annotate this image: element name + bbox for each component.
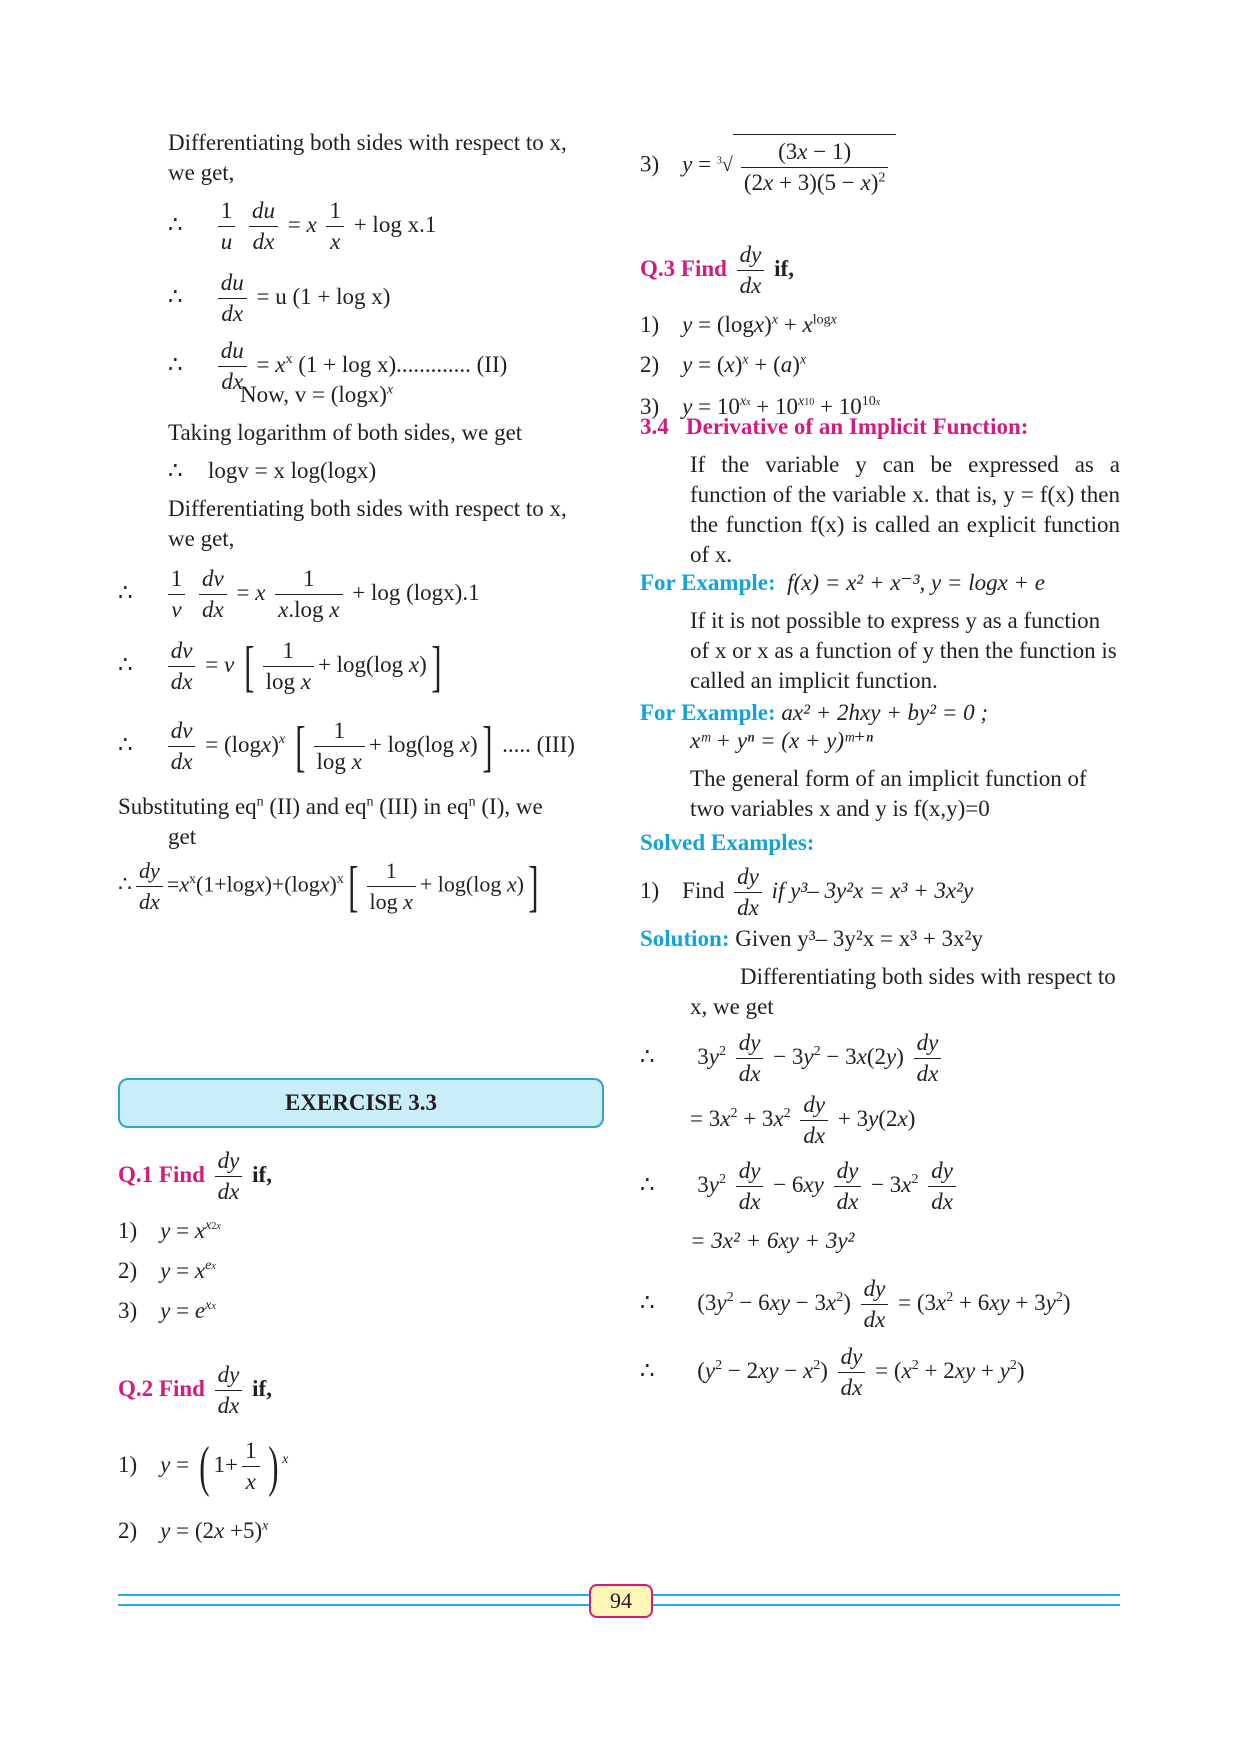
example-text: f(x) = x² + x⁻³, y = logx + e xyxy=(787,570,1046,595)
q1-heading: Q.1 Find $\frac{dy}{dx}$ if, xyxy=(118,1148,272,1204)
equation-text: = u (1 + log x) xyxy=(256,283,391,309)
exercise-title: EXERCISE 3.3 xyxy=(284,1090,438,1115)
text-span: (III) in eq xyxy=(379,794,469,819)
text-line: Differentiating both sides with respect to x, xyxy=(168,130,567,155)
q3-item-1: 1) $y = (\log x)^x + x^{logx}$ xyxy=(640,312,837,337)
solution-step-1: ∴ $3y^2$ $\frac{dy}{dx}$ − $3y^2 - 3x(2y)$ $\frac{dy}{dx}$ xyxy=(640,1028,945,1089)
q1-item-2: 2) $y = x^{ex}$ xyxy=(118,1258,216,1283)
section-number: 3.4 xyxy=(640,414,669,439)
solved-examples-heading: Solved Examples: xyxy=(640,830,815,855)
example-text: ax² + 2hxy + by² = 0 ; xyxy=(781,700,989,725)
question-label: Q.3 xyxy=(640,255,676,281)
equation-du-2: ∴ $\frac{du}{dx}$ = u (1 + log x) xyxy=(168,270,391,326)
solution-line xyxy=(640,924,983,954)
find-label: Find xyxy=(680,255,727,281)
text-line: Substituting $eq^n$ (II) and $eq^n$ (III) in $eq^n$ (I), we xyxy=(118,794,543,819)
solution-step-4: ∴ $(y^2 - 2xy - x^2)$ $\frac{dy}{dx}$ = $(x^2 + 2xy + y^2)$ xyxy=(640,1344,1025,1400)
text-line: we get, xyxy=(168,160,235,185)
solution-step-3: ∴ $(3y^2 - 6xy - 3x^2)$ $\frac{dy}{dx}$ = $(3x^2 + 6xy + 3y^2)$ xyxy=(640,1276,1071,1332)
equation-dv-3: ∴ $\frac{dv}{dx}$ = $(\log x)^x$ [ $\frac{1}{\text{log x}}$ + log(log x)] ..... (III) xyxy=(118,715,575,778)
q2-item-3: 3) y = $^3$√ $\frac{(3x - 1)}{(2x + 3)(5 - x)^2}$ xyxy=(640,134,896,198)
q2-item-2: 2) $y = (2x +5)^x$ xyxy=(118,1518,269,1543)
example-2 xyxy=(640,698,988,728)
q3-item-3: 3) $y = 10^{xx} + 10^{x10} + 10^{10x}$ xyxy=(640,394,881,419)
if-label: if, xyxy=(252,1375,272,1401)
exercise-banner xyxy=(118,1078,604,1128)
q3-item-2: 2) $y = (x)^x + (a)^x$ xyxy=(640,352,807,377)
section-3-4 xyxy=(640,412,1028,442)
page-number: 94 xyxy=(589,1584,653,1618)
text-line: Differentiating both sides with respect to x, xyxy=(168,496,567,521)
solution-text: Given y³– 3y²x = x³ + 3x²y xyxy=(735,926,983,951)
equation-tag: ..... (III) xyxy=(502,731,575,757)
now-v-line: Now, $v = (\log x)^x$ xyxy=(240,382,394,407)
equation-du-3: ∴ $\frac{du}{dx}$ = $x^x$ (1 + log x)............. (II) xyxy=(168,338,508,394)
text-line: get xyxy=(168,824,197,849)
solution-step-2: ∴ $3y^2$ $\frac{dy}{dx}$ − 6xy $\frac{dy}{dx}$ − $3x^2$ $\frac{dy}{dx}$ xyxy=(640,1156,960,1217)
equation-text: + log x.1 xyxy=(353,211,437,237)
paragraph-differentiating-2 xyxy=(168,494,608,554)
equation-text: = 3x² + 6xy + 3y² xyxy=(690,1228,855,1253)
text-span: (II) and eq xyxy=(269,794,367,819)
text-span: (I), we xyxy=(481,794,543,819)
paragraph-differentiating xyxy=(168,128,608,188)
substituting-paragraph xyxy=(118,792,608,852)
question-label: Q.2 xyxy=(118,1375,154,1401)
example-label: For Example: xyxy=(640,570,776,595)
question-label: Q.1 xyxy=(118,1161,154,1187)
q1-item-3: 3) $y = e^{xx}$ xyxy=(118,1298,216,1323)
logv-line: ∴ logv = x log(logx) xyxy=(168,458,377,483)
find-text: Find xyxy=(682,877,725,903)
solved-example-1: 1) Find $\frac{dy}{dx}$ if y³– 3y²x = x³ + 3x²y xyxy=(640,864,974,920)
q2-item-1: 1) y = ( 1+ $\frac{1}{x}$ ) $^x$ xyxy=(118,1435,289,1498)
example-1 xyxy=(640,568,1045,598)
implicit-paragraph: If it is not possible to express y as a function of x or x as a function of y then the function is called an implicit function. xyxy=(690,608,1117,693)
find-label: Find xyxy=(158,1161,205,1187)
if-label: if, xyxy=(252,1161,272,1187)
q3-heading: Q.3 Find $\frac{dy}{dx}$ if, xyxy=(640,242,794,298)
taking-log-line: Taking logarithm of both sides, we get xyxy=(168,420,523,445)
equation-text: if y³– 3y²x = x³ + 3x²y xyxy=(771,877,974,903)
text-line: we get, xyxy=(168,526,235,551)
equation-final-dy: ∴ $\frac{dy}{dx}$ $=x^x(1+\log x)+(\log x)^x$[ $\frac{1}{\text{log x}}$ + log(log x)] xyxy=(118,855,539,918)
find-label: Find xyxy=(158,1375,205,1401)
text-span: Substituting eq xyxy=(118,794,257,819)
equation-dv-1: ∴ $\frac{1}{v}$ $\frac{dv}{dx}$ = x $\frac{1}{\text{x.log x}}$ + log (logx).1 xyxy=(118,566,480,622)
equation-dv-2: ∴ $\frac{dv}{dx}$ = v [ $\frac{1}{\text{log x}}$ + log(log x)] xyxy=(118,635,442,698)
solution-step-1b: = $3x^2 + 3x^2$ $\frac{dy}{dx}$ + 3y(2x) xyxy=(690,1092,916,1148)
if-label: if, xyxy=(774,255,794,281)
equation-text: logv = x log(logx) xyxy=(208,458,377,483)
explicit-paragraph: If the variable y can be expressed as a function of the variable x. that is, y = f(x) then the function f(x) is called an explicit function of x. xyxy=(690,452,1120,567)
equation-text: (1 + log x)............. (II) xyxy=(298,351,508,377)
equation-text: + log (logx).1 xyxy=(352,579,480,605)
example-text: xᵐ + yⁿ = (x + y)ᵐ⁺ⁿ xyxy=(690,728,874,753)
example-label: For Example: xyxy=(640,700,776,725)
section-title: Derivative of an Implicit Function: xyxy=(686,414,1029,439)
solution-step-2b xyxy=(690,1226,854,1256)
general-form-paragraph: The general form of an implicit function of two variables x and y is f(x,y)=0 xyxy=(690,766,1087,821)
q2-heading: Q.2 Find $\frac{dy}{dx}$ if, xyxy=(118,1362,272,1418)
q1-item-1: 1) $y = x^{x2x}$ xyxy=(118,1218,221,1243)
example-2b xyxy=(690,726,873,756)
equation-du-1: ∴ $\frac{1}{u}$ $\frac{du}{dx}$ = x $\frac{1}{x}$ + log x.1 xyxy=(168,198,437,254)
diff-paragraph: Differentiating both sides with respect to x, we get xyxy=(690,964,1116,1019)
equation-text: Now, v = (logx) xyxy=(240,382,387,407)
solution-label: Solution: xyxy=(640,926,730,951)
